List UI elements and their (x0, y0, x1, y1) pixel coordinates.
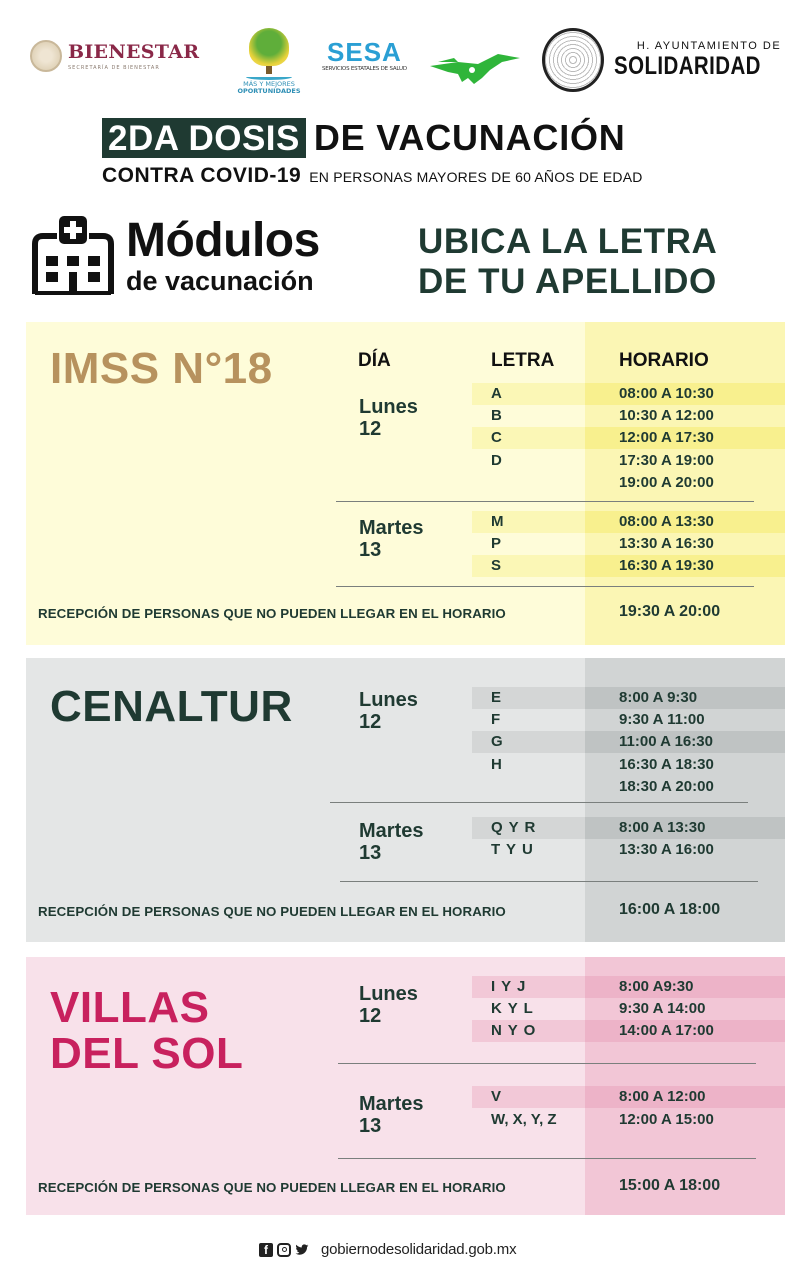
ubica-heading (418, 222, 717, 302)
sesa-logo (322, 38, 407, 72)
letra-cell: H (491, 756, 503, 773)
divider (338, 1063, 756, 1064)
modulos-line1: Módulos (126, 214, 320, 267)
schedule-row (472, 998, 785, 1020)
column-header-dia: DÍA (358, 350, 391, 371)
place-name: IMSS N°18 (50, 344, 273, 393)
bienestar-name: BIENESTAR (68, 40, 200, 63)
recepcion-label: RECEPCIÓN DE PERSONAS QUE NO PUEDEN LLEGAR EN EL HORARIO (38, 606, 506, 621)
letra-cell: I Y J (491, 978, 527, 995)
horario-cell: 11:00 A 16:30 (619, 733, 713, 750)
schedule-row (472, 754, 785, 776)
day-label (359, 396, 418, 440)
horario-cell: 18:30 A 20:00 (619, 778, 714, 795)
place-name-line2: DEL SOL (50, 1029, 244, 1078)
place-name-line1: VILLAS (50, 983, 210, 1032)
solidaridad-logo (542, 28, 804, 92)
title-rest: DE VACUNACIÓN (313, 117, 626, 158)
horario-cell: 9:30 A 14:00 (619, 1000, 706, 1017)
letra-cell: K Y L (491, 1000, 534, 1017)
modulos-line2: de vacunación (126, 266, 314, 296)
recepcion-label: RECEPCIÓN DE PERSONAS QUE NO PUEDEN LLEGAR EN EL HORARIO (38, 904, 506, 919)
facebook-icon[interactable]: f (259, 1243, 273, 1257)
day-label (359, 517, 423, 561)
website-link[interactable]: gobiernodesolidaridad.gob.mx (321, 1241, 517, 1258)
day-name: Martes (359, 820, 424, 842)
schedule-row (472, 383, 785, 405)
schedule-row (472, 709, 785, 731)
day-date: 12 (359, 711, 382, 733)
schedule-row (472, 1086, 785, 1108)
letra-cell: P (491, 535, 503, 552)
instagram-icon[interactable] (277, 1243, 291, 1257)
divider (340, 881, 758, 882)
place-name (50, 985, 243, 1077)
letra-cell: E (491, 689, 503, 706)
footer (259, 1241, 516, 1258)
ubica-line1: UBICA LA LETRA (418, 222, 718, 261)
day-date: 13 (359, 539, 382, 561)
day-label (359, 689, 418, 733)
sesa-name: SESA (327, 37, 402, 67)
mas-mejores-logo (236, 28, 302, 95)
subtitle-text: EN PERSONAS MAYORES DE 60 AÑOS DE EDAD (309, 169, 643, 185)
schedule-row (472, 976, 785, 998)
day-name: Martes (359, 1093, 424, 1115)
place-name: CENALTUR (50, 682, 293, 731)
column-header-letra: LETRA (491, 350, 555, 371)
horario-cell: 10:30 A 12:00 (619, 407, 714, 424)
mexico-seal-icon (30, 40, 62, 72)
horario-cell: 12:00 A 15:00 (619, 1111, 714, 1128)
schedule-row (472, 472, 785, 494)
schedule-row (472, 687, 785, 709)
schedule-row (472, 427, 785, 449)
page-subtitle (102, 164, 643, 188)
day-name: Lunes (359, 396, 418, 418)
horario-cell: 17:30 A 19:00 (619, 452, 714, 469)
page-title (102, 118, 626, 158)
modulos-heading (126, 216, 320, 296)
day-date: 12 (359, 418, 382, 440)
day-name: Martes (359, 517, 424, 539)
horario-cell: 12:00 A 17:30 (619, 429, 714, 446)
day-date: 13 (359, 842, 382, 864)
tree-icon (249, 28, 289, 66)
solidaridad-seal-icon (542, 28, 604, 92)
letra-cell: N Y O (491, 1022, 537, 1039)
day-label (359, 983, 418, 1027)
horario-cell: 13:30 A 16:00 (619, 841, 714, 858)
letra-cell: W, X, Y, Z (491, 1111, 557, 1128)
letra-cell: T Y U (491, 841, 534, 858)
horario-cell: 13:30 A 16:30 (619, 535, 714, 552)
horario-cell: 8:00 A 12:00 (619, 1088, 706, 1105)
bienestar-subtitle: SECRETARÍA DE BIENESTAR (68, 64, 160, 71)
day-name: Lunes (359, 983, 418, 1005)
day-name: Lunes (359, 689, 418, 711)
horario-cell: 14:00 A 17:00 (619, 1022, 714, 1039)
column-header-horario: HORARIO (619, 350, 709, 371)
schedule-row (472, 1109, 785, 1131)
mas-mejores-line2: OPORTUNIDADES (237, 87, 301, 95)
schedule-row (472, 776, 785, 798)
schedule-row (472, 511, 785, 533)
recepcion-horario: 19:30 A 20:00 (619, 603, 721, 620)
horario-cell: 8:00 A 9:30 (619, 689, 698, 706)
schedule-row (472, 1020, 785, 1042)
roadrunner-icon (428, 48, 524, 88)
letra-cell: A (491, 385, 503, 402)
section-cenaltur (26, 658, 785, 942)
letra-cell: F (491, 711, 502, 728)
horario-cell: 19:00 A 20:00 (619, 474, 714, 491)
horario-cell: 08:00 A 13:30 (619, 513, 714, 530)
schedule-row (472, 450, 785, 472)
letra-cell: Q Y R (491, 819, 537, 836)
bienestar-logo (30, 40, 199, 72)
schedule-row (472, 405, 785, 427)
schedule-row (472, 817, 785, 839)
divider (336, 501, 754, 502)
horario-cell: 16:30 A 19:30 (619, 557, 714, 574)
section-imss (26, 322, 785, 645)
letra-cell: S (491, 557, 503, 574)
letra-cell: B (491, 407, 503, 424)
horario-cell: 8:00 A9:30 (619, 978, 694, 995)
recepcion-label: RECEPCIÓN DE PERSONAS QUE NO PUEDEN LLEGAR EN EL HORARIO (38, 1180, 506, 1195)
section-villas-del-sol (26, 957, 785, 1215)
letra-cell: C (491, 429, 503, 446)
logo-bar (0, 20, 812, 105)
schedule-row (472, 839, 785, 861)
sesa-subtitle: SERVICIOS ESTATALES DE SALUD (322, 66, 407, 72)
letra-cell: D (491, 452, 503, 469)
mas-mejores-line1: MÁS Y MEJORES (243, 80, 295, 88)
ubica-line2: DE TU APELLIDO (418, 262, 717, 301)
schedule-row (472, 555, 785, 577)
horario-cell: 8:00 A 13:30 (619, 819, 706, 836)
horario-cell: 16:30 A 18:30 (619, 756, 714, 773)
day-date: 12 (359, 1005, 382, 1027)
day-label (359, 1093, 423, 1137)
twitter-icon[interactable] (295, 1243, 309, 1257)
letra-cell: V (491, 1088, 503, 1105)
divider (330, 802, 748, 803)
divider (336, 586, 754, 587)
schedule-row (472, 731, 785, 753)
title-highlight: 2DA DOSIS (102, 118, 306, 158)
solidaridad-name: SOLIDARIDAD (614, 52, 761, 80)
horario-cell: 9:30 A 11:00 (619, 711, 705, 728)
hospital-icon (31, 214, 115, 298)
day-label (359, 820, 423, 864)
recepcion-horario: 16:00 A 18:00 (619, 901, 721, 918)
letra-cell: M (491, 513, 505, 530)
horario-cell: 08:00 A 10:30 (619, 385, 714, 402)
day-date: 13 (359, 1115, 382, 1137)
ayuntamiento-label: H. AYUNTAMIENTO DE (636, 40, 782, 52)
divider (338, 1158, 756, 1159)
recepcion-horario: 15:00 A 18:00 (619, 1177, 721, 1194)
letra-cell: G (491, 733, 504, 750)
subtitle-bold: CONTRA COVID-19 (102, 164, 302, 187)
schedule-row (472, 533, 785, 555)
